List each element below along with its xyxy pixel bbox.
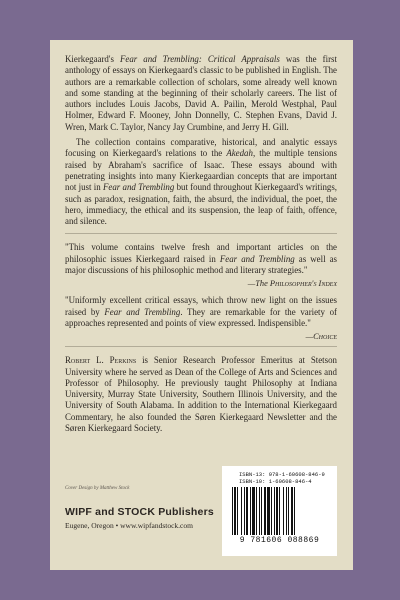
source1-name: Philosopher's Index — [269, 279, 337, 289]
quote2-title-italic: Fear and Trembling — [104, 306, 181, 317]
quote1-text-start: "This volume contains twelve fresh and important articles on the philosophic issues Kierkegaard raised in — [65, 242, 337, 264]
book-title-italic: Fear and Trembling: Critical Appraisals — [119, 54, 280, 64]
quote1-text-end: as well as major discussions of his philosophic method and literary strategies." — [65, 253, 337, 276]
fear-trembling-italic: Fear and Trembling — [102, 182, 175, 193]
description-paragraph-2 — [65, 137, 337, 227]
source1-dash: — — [247, 279, 256, 289]
para1-text-end: was the first anthology of essays on Kierkegaard's classic to be published in English. The authors are a remarkable collection of scholars, some already well known and some standing at the beginning of their scholarly careers. The list of authors includes Louis Jacobs, David A. Pailin, Merold Westphal, Paul Holmer, Edward F. Mooney, John Donnelly, C. Stephen Evans, David J. Wren, Mark C. Taylor, Nancy Jay Crumbine, and Jerry H. Gill. — [65, 54, 337, 132]
cover-design-credit: Cover Design by Matthew Stock — [65, 486, 130, 491]
divider-rule — [65, 233, 337, 234]
review-source-1 — [65, 278, 337, 289]
akedah-italic: Akedah — [226, 148, 253, 159]
footer-area — [65, 466, 337, 556]
review-quote-2 — [65, 295, 337, 329]
description-paragraph-1 — [65, 54, 337, 133]
review-quote-1 — [65, 242, 337, 276]
publisher-address: Eugene, Oregon • www.wipfandstock.com — [65, 521, 193, 530]
review-source-2 — [65, 331, 337, 342]
isbn-13: ISBN-13: 978-1-60608-846-9 — [239, 471, 325, 478]
back-cover-panel — [50, 40, 353, 570]
publisher-name: WIPF and STOCK Publishers — [65, 506, 214, 518]
source1-article: The — [255, 279, 270, 289]
para2-text-end: but found throughout Kierkegaard's writings, such as paradox, resignation, faith, the absurd, the individual, the poet, the hero, immediacy, the ethical and its suspension, the leap of faith, offence, and silence. — [65, 182, 337, 227]
author-bio — [65, 355, 337, 434]
author-name: Robert L. Perkins — [65, 355, 137, 366]
para1-text-start: Kierkegaard's — [65, 54, 120, 64]
barcode-number: 9 781606 088869 — [239, 536, 320, 545]
quote2-text-start: "Uniformly excellent critical essays, which throw new light on the issues raised by — [65, 295, 337, 317]
author-bio-text: is Senior Research Professor Emeritus at Stetson University where he served as Dean of the College of Arts and Sciences and Professor of Philosophy. He previously taught Philosophy at Indiana University, Murray State University, Southern Illinois University, and the University of South Alabama. In addition to the International Kierkegaard Commentary, he also founded the Søren Kierkegaard Newsletter and the Søren Kierkegaard Society. — [65, 355, 337, 434]
quote2-text-end: . They are remarkable for the variety of approaches represented and points of view expressed. Indispensible." — [65, 306, 337, 328]
isbn-10: ISBN-10: 1-60608-846-4 — [239, 478, 312, 485]
barcode-image — [230, 487, 330, 535]
divider-rule-2 — [65, 346, 337, 347]
para2-text-start: The collection contains comparative, historical, and analytic essays focusing on Kierkegaard's relations to the — [65, 137, 337, 159]
quote1-title-italic: Fear and Trembling — [219, 253, 295, 264]
source2-dash: — — [305, 332, 314, 342]
para2-text-middle: , the multiple tensions raised by Abraham's sacrifice of Isaac. These essays abound with penetrating insights into many Kierkegaardian concepts that are important not just in — [65, 148, 337, 193]
source2-name: Choice — [313, 332, 337, 342]
barcode-box — [222, 466, 337, 556]
